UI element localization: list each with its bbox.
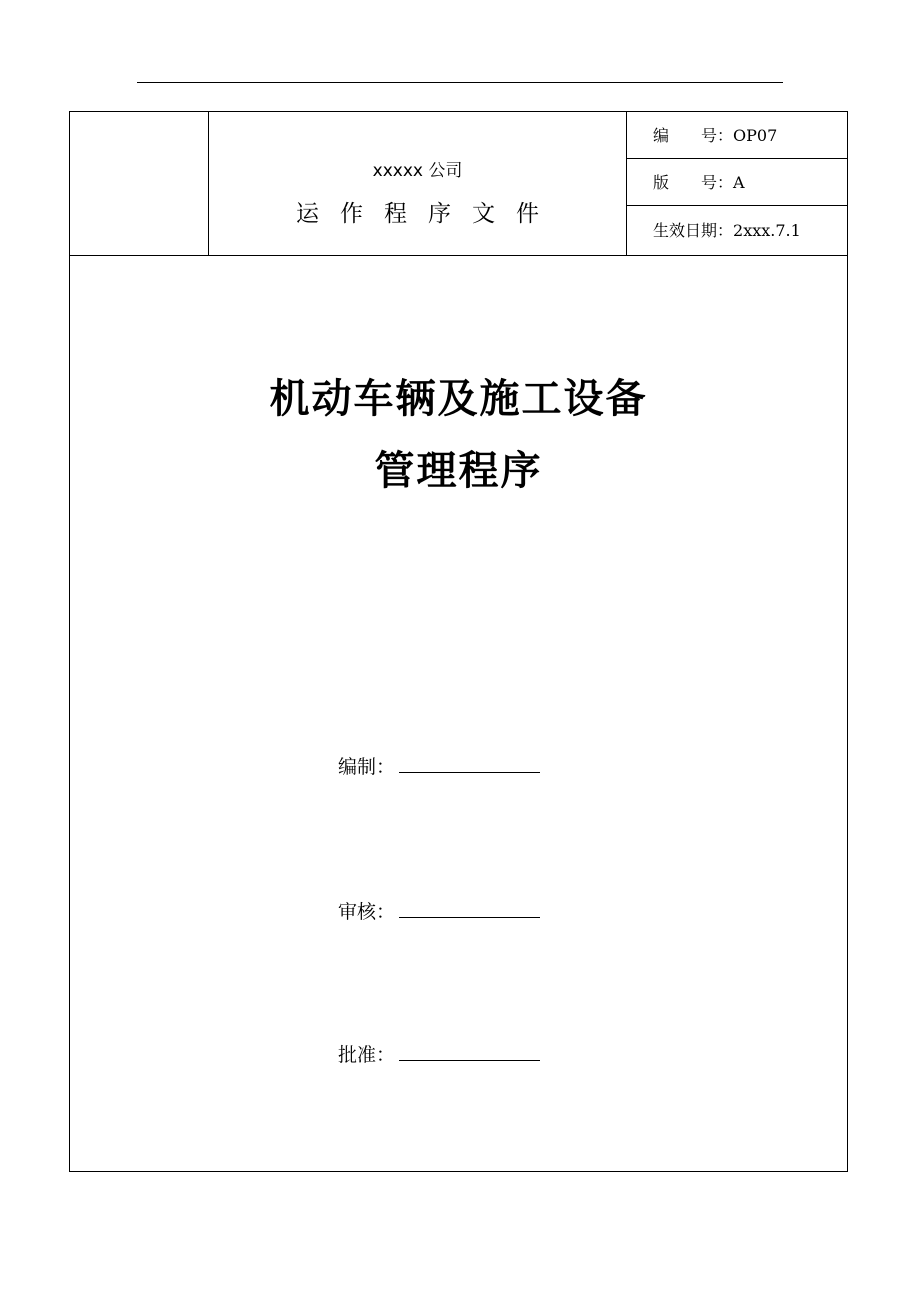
approved-by-field — [338, 1040, 540, 1067]
version-value: A — [733, 173, 745, 192]
document-title-line-2: 管理程序 — [374, 448, 543, 494]
header-table — [70, 112, 847, 256]
version-row — [627, 159, 847, 206]
prepared-by-line — [399, 758, 540, 773]
reviewed-by-label: 审核： — [338, 901, 396, 923]
approved-by-line — [399, 1046, 540, 1061]
version-label: 版 号： — [653, 173, 734, 192]
reviewed-by-line — [399, 903, 540, 918]
reviewed-by-field — [338, 897, 540, 924]
company-name: xxxxx 公司 — [372, 161, 463, 181]
approved-by-label: 批准： — [338, 1044, 396, 1066]
document-title-line-1: 机动车辆及施工设备 — [269, 376, 648, 422]
company-cell — [209, 112, 627, 255]
document-code-value: OP07 — [733, 126, 778, 145]
effective-date-value: 2xxx.7.1 — [733, 221, 801, 240]
document-frame — [69, 111, 848, 1172]
effective-date-label: 生效日期： — [653, 221, 734, 240]
document-code-label: 编 号： — [653, 126, 734, 145]
effective-date-row — [627, 207, 847, 255]
document-code-row — [627, 112, 847, 159]
document-type: 运作程序文件 — [296, 201, 560, 227]
info-cell — [627, 112, 847, 255]
logo-cell — [70, 112, 209, 255]
prepared-by-field — [338, 752, 540, 779]
header-rule — [137, 82, 783, 83]
prepared-by-label: 编制： — [338, 756, 396, 778]
